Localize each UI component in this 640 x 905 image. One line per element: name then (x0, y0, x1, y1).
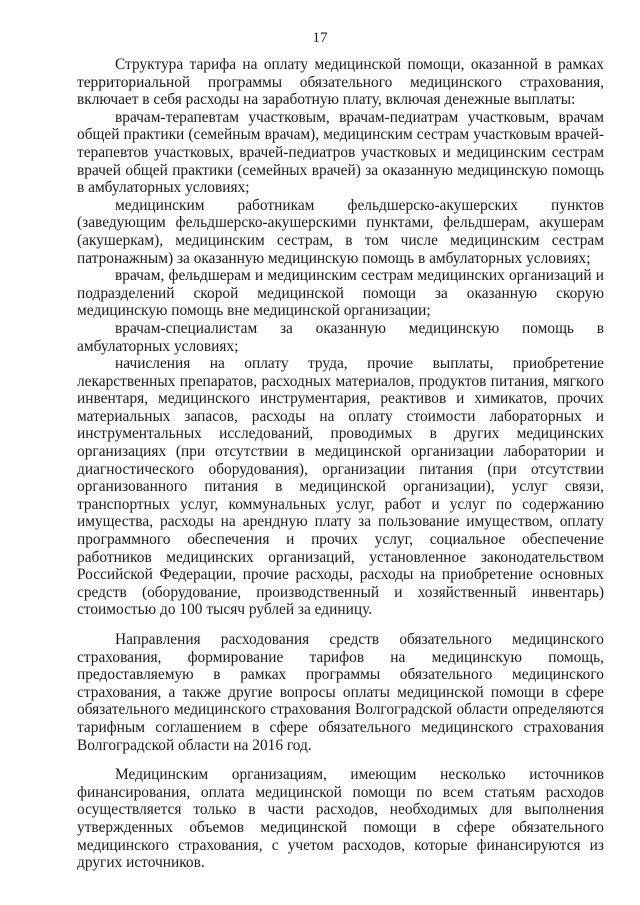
paragraph-district-physicians: врачам-терапевтам участковым, врачам-педиатрам участковым, врачам общей практики (семейным врачам), медицинским сестрам участковым врачей-терапевтов участковых, врачей-педиатров участковых и медицинским сестрам врачей общей практики (семейных врачей) за оказанную медицинскую помощь в амбулаторных условиях; (77, 108, 604, 197)
paragraph-feldsher-stations: медицинским работникам фельдшерско-акушерских пунктов (заведующим фельдшерско-акушерскими пунктами, фельдшерам, акушерам (акушеркам), медицинским сестрам, в том числе медицинским сестрам патронажным) за оказанную медицинскую помощь в амбулаторных условиях; (77, 196, 604, 267)
paragraph-multiple-funding: Медицинским организациям, имеющим несколько источников финансирования, оплата медицинской помощи по всем статьям расходов осуществляется только в части расходов, необходимых для выполнения утвержденных объемов медицинской помощи в сфере обязательного медицинского страхования, с учетом расходов, которые финансируются из других источников. (77, 766, 604, 872)
paragraph-spending-directions: Направления расходования средств обязательного медицинского страхования, формирование тарифов на медицинскую помощь, предоставляемую в рамках программы обязательного медицинского страхования, а также другие вопросы оплаты медицинской помощи в сфере обязательного медицинского страхования Волгоградской области определяются тарифным соглашением в сфере обязательного медицинского страхования Волгоградской области на 2016 год. (77, 631, 604, 754)
page-number: 17 (312, 30, 328, 46)
paragraph-specialists: врачам-специалистам за оказанную медицинскую помощь в амбулаторных условиях; (77, 319, 604, 355)
paragraph-emergency-care: врачам, фельдшерам и медицинским сестрам медицинских организаций и подразделений скорой медицинской помощи за оказанную скорую медицинскую помощь вне медицинской организации; (77, 267, 604, 320)
paragraph-other-expenses: начисления на оплату труда, прочие выплаты, приобретение лекарственных препаратов, расходных материалов, продуктов питания, мягкого инвентаря, медицинского инструментария, реактивов и химикатов, прочих материальных запасов, расходы на оплату стоимости лабораторных и инструментальных исследований, проводимых в других медицинских организациях (при отсутствии в медицинской организации лаборатории и диагностического оборудования), организации питания (при отсутствии организованного питания в медицинской организации), услуг связи, транспортных услуг, коммунальных услуг, работ и услуг по содержанию имущества, расходы на арендную плату за пользование имуществом, оплату программного обеспечения и прочих услуг, социальное обеспечение работников медицинских организаций, установленное законодательством Российской Федерации, прочие расходы, расходы на приобретение основных средств (оборудование, производственный и хозяйственный инвентарь) стоимостью до 100 тысяч рублей за единицу. (77, 355, 604, 619)
paragraph-tariff-structure: Структура тарифа на оплату медицинской помощи, оказанной в рамках территориальной программы обязательного медицинского страхования, включает в себя расходы на заработную плату, включая денежные выплаты: (77, 56, 604, 109)
document-body (77, 56, 604, 872)
